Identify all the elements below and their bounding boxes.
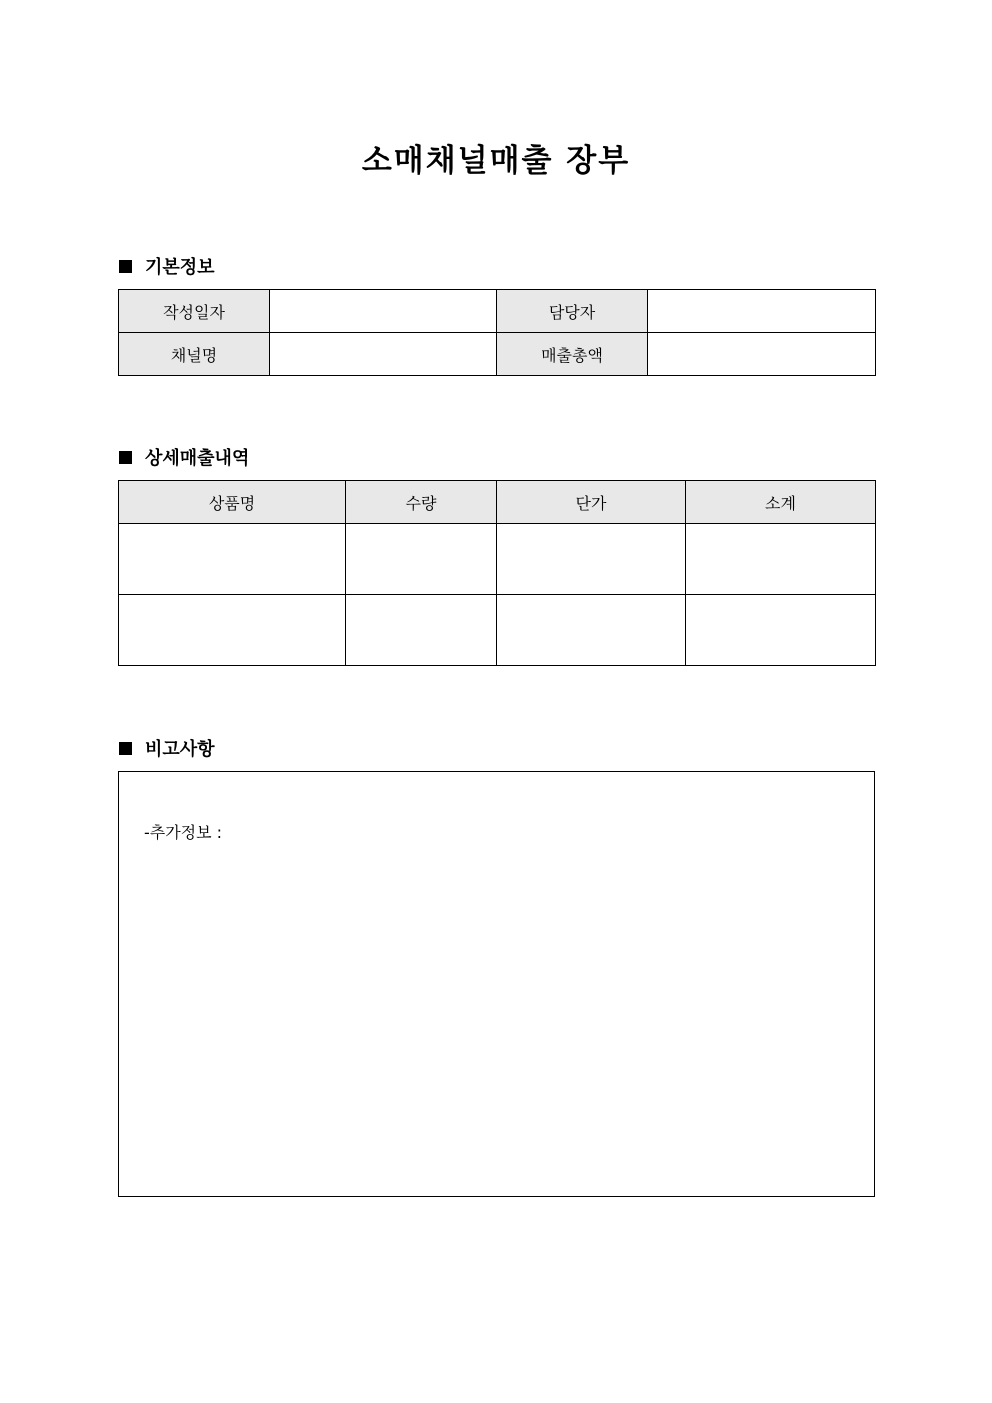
page-title: 소매채널매출 장부 — [361, 143, 631, 179]
table-row — [119, 333, 876, 376]
table-cell[interactable] — [686, 524, 876, 595]
square-bullet-icon — [119, 451, 132, 464]
section-heading-label: 기본정보 — [145, 257, 215, 278]
value-cell[interactable] — [270, 290, 497, 333]
value-cell[interactable] — [648, 290, 876, 333]
section-heading-basic-info — [119, 253, 215, 279]
remarks-box[interactable] — [118, 771, 875, 1197]
table-row — [119, 595, 876, 666]
table-cell[interactable] — [686, 595, 876, 666]
table-cell[interactable] — [346, 524, 497, 595]
remarks-text: -추가정보 : — [144, 823, 223, 842]
label-cell: 작성일자 — [119, 290, 270, 333]
section-heading-label: 비고사항 — [145, 739, 215, 760]
label-cell: 채널명 — [119, 333, 270, 376]
table-cell[interactable] — [119, 524, 346, 595]
section-heading-label: 상세매출내역 — [145, 448, 250, 469]
table-cell[interactable] — [346, 595, 497, 666]
label-cell: 담당자 — [497, 290, 648, 333]
column-header: 수량 — [346, 481, 497, 524]
section-heading-sales-detail — [119, 444, 249, 470]
column-header: 단가 — [497, 481, 686, 524]
table-row — [119, 524, 876, 595]
value-cell[interactable] — [648, 333, 876, 376]
column-header: 소계 — [686, 481, 876, 524]
sales-detail-table — [118, 480, 876, 666]
label-cell: 매출총액 — [497, 333, 648, 376]
section-heading-remarks — [119, 735, 215, 761]
column-header: 상품명 — [119, 481, 346, 524]
table-cell[interactable] — [497, 595, 686, 666]
table-cell[interactable] — [119, 595, 346, 666]
square-bullet-icon — [119, 742, 132, 755]
table-cell[interactable] — [497, 524, 686, 595]
basic-info-table — [118, 289, 876, 376]
table-header-row — [119, 481, 876, 524]
value-cell[interactable] — [270, 333, 497, 376]
square-bullet-icon — [119, 260, 132, 273]
table-row — [119, 290, 876, 333]
